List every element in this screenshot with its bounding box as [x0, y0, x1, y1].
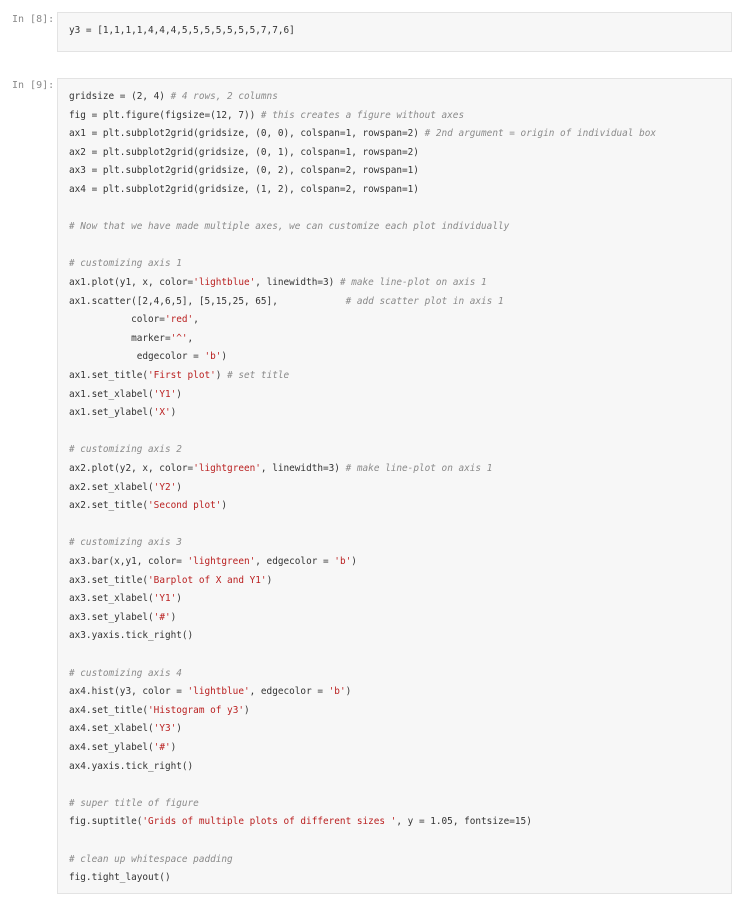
code-token: ax2 = plt.subplot2grid(gridsize, (0, 1), colspan=1, rowspan=2) — [69, 146, 419, 158]
code-line — [69, 686, 351, 698]
code-line — [69, 351, 227, 363]
code-token: ) — [176, 723, 182, 735]
string-token: 'Second plot' — [148, 500, 222, 512]
code-token: ax3.bar(x,y1, color= — [69, 556, 188, 567]
string-token: 'Grids of multiple plots of different sizes ' — [142, 816, 397, 828]
comment-token: # make line-plot on axis 1 — [345, 463, 493, 474]
code-token: ) — [176, 593, 182, 605]
code-line — [69, 798, 199, 810]
code-line — [69, 407, 176, 419]
string-token: 'b' — [334, 556, 352, 567]
code-line — [69, 630, 193, 642]
code-token: ax1.set_title( — [69, 370, 149, 381]
comment-token: # super title of figure — [69, 797, 199, 809]
code-token: , edgecolor = — [255, 556, 335, 567]
code-token: ) — [170, 611, 177, 623]
code-token: ax1.scatter([2,4,6,5], [5,15,25, 65], — [69, 295, 346, 307]
comment-token: # this creates a figure without axes — [260, 109, 465, 121]
code-line — [69, 854, 233, 866]
code-line — [69, 370, 289, 382]
code-line — [69, 147, 419, 159]
code-token: ax1.set_ylabel( — [69, 407, 154, 419]
code-line — [69, 556, 357, 568]
code-token: , y = 1.05, fontsize=15) — [396, 816, 532, 828]
code-token: ax3.set_xlabel( — [69, 593, 154, 605]
code-token: gridsize = (2, 4) — [69, 91, 171, 102]
code-line — [69, 277, 487, 289]
code-line — [69, 25, 295, 37]
code-token: ax3.yaxis.tick_right() — [69, 630, 194, 642]
code-token: y3 = [1,1,1,1,4,4,4,5,5,5,5,5,5,5,7,7,6] — [69, 25, 295, 36]
code-token: ax2.set_title( — [69, 500, 149, 512]
string-token: 'Y1' — [153, 388, 177, 400]
code-line — [69, 463, 492, 475]
code-line — [69, 128, 656, 140]
comment-token: # clean up whitespace padding — [69, 853, 233, 865]
code-token: ) — [170, 742, 177, 753]
code-line — [69, 333, 193, 345]
code-line — [69, 761, 193, 773]
code-token: ) — [345, 686, 352, 698]
code-token: ax4 = plt.subplot2grid(gridsize, (1, 2), colspan=2, rowspan=1) — [69, 184, 419, 195]
comment-token: # add scatter plot in axis 1 — [345, 295, 504, 307]
code-token: ax3.set_ylabel( — [69, 611, 154, 623]
comment-token: # Now that we have made multiple axes, we can customize each plot individually — [69, 221, 510, 233]
code-cell-8 — [0, 10, 740, 54]
comment-token: # customizing axis 2 — [69, 444, 182, 456]
code-line — [69, 444, 182, 456]
string-token: 'b' — [328, 686, 346, 698]
code-token: ) — [351, 556, 357, 567]
string-token: 'X' — [153, 407, 171, 419]
code-token: ax3.set_title( — [69, 574, 149, 586]
code-token: , linewidth=3) — [260, 463, 346, 474]
code-token: ax2.plot(y2, x, color= — [69, 463, 194, 474]
code-token: edgecolor = — [69, 351, 205, 363]
code-token: fig = plt.figure(figsize=(12, 7)) — [69, 109, 261, 121]
string-token: 'lightgreen' — [193, 463, 261, 474]
code-line — [69, 872, 171, 884]
string-token: 'red' — [164, 314, 194, 326]
code-token: ax4.set_ylabel( — [69, 742, 154, 753]
string-token: '^' — [170, 332, 188, 344]
code-line — [69, 110, 464, 122]
code-line — [69, 500, 227, 512]
code-token: color= — [69, 314, 165, 326]
code-line — [69, 537, 182, 549]
code-line — [69, 165, 419, 177]
code-token: ) — [176, 388, 182, 400]
code-line — [69, 184, 419, 196]
code-token: ) — [176, 481, 182, 493]
code-token: ax1.plot(y1, x, color= — [69, 277, 194, 288]
code-line — [69, 668, 182, 680]
code-line — [69, 221, 509, 233]
code-token: ax4.hist(y3, color = — [69, 686, 188, 698]
code-token: , — [193, 314, 199, 326]
code-token: ) — [170, 407, 177, 419]
code-token: ) — [215, 370, 228, 381]
code-line — [69, 705, 250, 717]
cell-prompt: In [9]: — [12, 80, 55, 91]
code-line — [69, 723, 182, 735]
code-line — [69, 816, 532, 828]
string-token: 'lightblue' — [193, 277, 256, 288]
string-token: '#' — [153, 611, 171, 623]
code-line — [69, 296, 504, 308]
code-token: ax1 = plt.subplot2grid(gridsize, (0, 0), colspan=1, rowspan=2) — [69, 128, 425, 140]
code-line — [69, 593, 182, 605]
string-token: 'Histogram of y3' — [148, 704, 244, 716]
code-cell-9 — [0, 76, 740, 896]
code-token: fig.tight_layout() — [69, 872, 171, 884]
code-token: ax2.set_xlabel( — [69, 481, 154, 493]
comment-token: # customizing axis 4 — [69, 667, 182, 679]
code-token: ) — [243, 704, 250, 716]
code-token: ax1.set_xlabel( — [69, 388, 154, 400]
code-input[interactable] — [57, 78, 732, 894]
comment-token: # customizing axis 3 — [69, 537, 182, 549]
code-token: ax3 = plt.subplot2grid(gridsize, (0, 2), colspan=2, rowspan=1) — [69, 165, 419, 177]
comment-token: # 2nd argument = origin of individual box — [424, 128, 657, 140]
code-token: ax4.set_title( — [69, 704, 149, 716]
string-token: 'Y1' — [153, 593, 177, 605]
string-token: '#' — [153, 742, 171, 753]
comment-token: # set title — [227, 370, 290, 381]
code-token: ax4.yaxis.tick_right() — [69, 760, 194, 772]
code-line — [69, 389, 182, 401]
cell-prompt: In [8]: — [12, 14, 55, 25]
code-line — [69, 314, 199, 326]
code-token: marker= — [69, 332, 171, 344]
code-line — [69, 91, 278, 103]
string-token: 'Barplot of X and Y1' — [148, 574, 267, 586]
code-line — [69, 612, 176, 624]
code-line — [69, 482, 182, 494]
code-token: ) — [221, 351, 228, 363]
code-token: , edgecolor = — [249, 686, 329, 698]
code-token: fig.suptitle( — [69, 816, 143, 828]
string-token: 'Y2' — [153, 481, 177, 493]
string-token: 'First plot' — [148, 370, 216, 381]
string-token: 'Y3' — [153, 723, 177, 735]
code-input[interactable] — [57, 12, 732, 52]
code-token: ax4.set_xlabel( — [69, 723, 154, 735]
code-line — [69, 575, 272, 587]
comment-token: # make line-plot on axis 1 — [339, 277, 487, 288]
comment-token: # customizing axis 1 — [69, 258, 182, 270]
string-token: 'b' — [204, 351, 222, 363]
comment-token: # 4 rows, 2 columns — [170, 91, 278, 102]
code-line — [69, 742, 176, 754]
string-token: 'lightblue' — [187, 686, 250, 698]
code-token: ) — [266, 574, 273, 586]
code-line — [69, 258, 182, 270]
code-token: , — [187, 332, 194, 344]
code-token: , linewidth=3) — [255, 277, 340, 288]
string-token: 'lightgreen' — [187, 556, 256, 567]
code-token: ) — [221, 500, 228, 512]
